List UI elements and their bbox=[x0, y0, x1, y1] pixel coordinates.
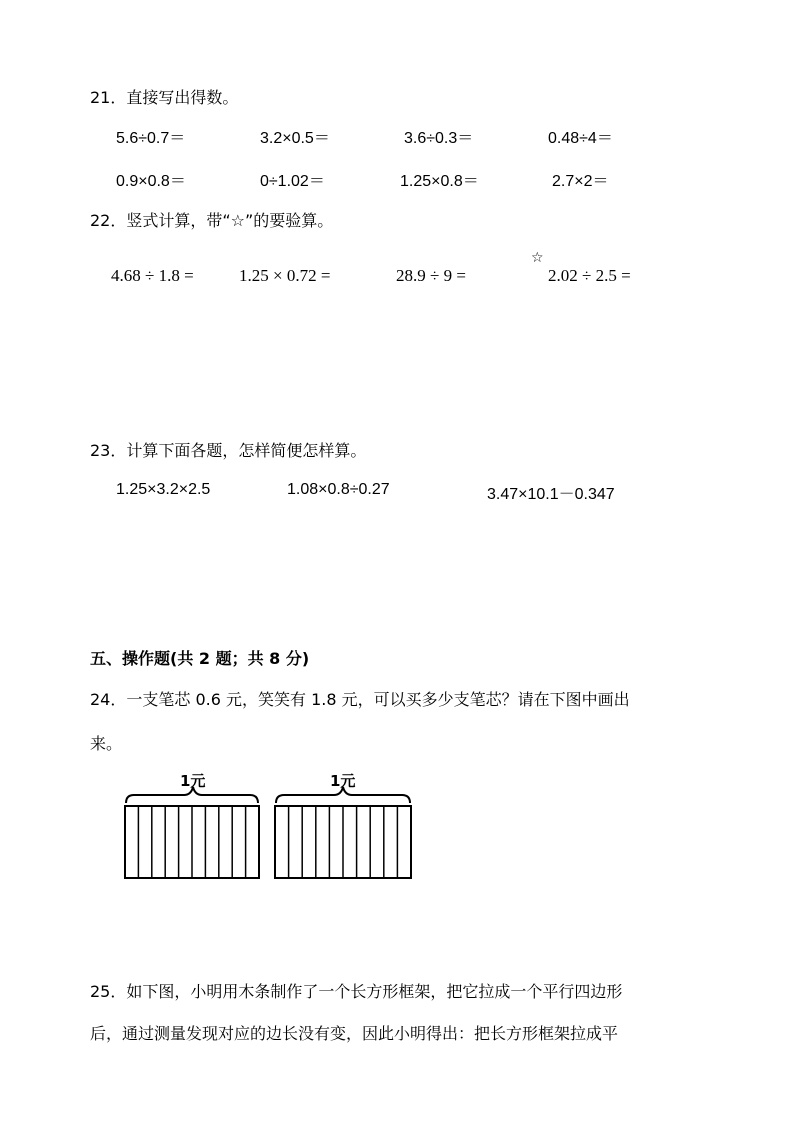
q21-expr-8: 2.7×2＝ bbox=[552, 173, 609, 190]
left-yuan-bar bbox=[125, 806, 259, 878]
question-25-line-1: 25．如下图，小明用木条制作了一个长方形框架，把它拉成一个平行四边形 bbox=[90, 982, 623, 1001]
star-icon: ☆ bbox=[531, 250, 544, 266]
q21-expr-2: 3.2×0.5＝ bbox=[260, 130, 330, 147]
question-25-line-2: 后，通过测量发现对应的边长没有变，因此小明得出：把长方形框架拉成平 bbox=[90, 1024, 619, 1043]
q23-expr-2: 1.08×0.8÷0.27 bbox=[287, 481, 390, 498]
q22-expr-4: 2.02 ÷ 2.5 = bbox=[548, 266, 631, 285]
q21-expr-4: 0.48÷4＝ bbox=[548, 130, 613, 147]
right-brace bbox=[276, 787, 410, 803]
q21-expr-3: 3.6÷0.3＝ bbox=[404, 130, 474, 147]
question-22-title: 22．竖式计算，带“☆”的要验算。 bbox=[90, 211, 334, 230]
q22-expr-2: 1.25 × 0.72 = bbox=[239, 266, 331, 285]
right-yuan-bar bbox=[275, 806, 411, 878]
q22-expr-1: 4.68 ÷ 1.8 = bbox=[111, 266, 194, 285]
section-5-heading: 五、操作题(共 2 题；共 8 分) bbox=[90, 649, 310, 668]
left-brace bbox=[126, 787, 258, 803]
figure-left-label: 1元 bbox=[180, 772, 206, 790]
question-24-line-1: 24．一支笔芯 0.6 元，笑笑有 1.8 元，可以买多少支笔芯？请在下图中画出 bbox=[90, 690, 630, 709]
question-21-title: 21．直接写出得数。 bbox=[90, 88, 239, 107]
q21-expr-6: 0÷1.02＝ bbox=[260, 173, 325, 190]
question-24-line-2: 来。 bbox=[90, 734, 123, 753]
q23-expr-1: 1.25×3.2×2.5 bbox=[116, 481, 211, 498]
q22-expr-3: 28.9 ÷ 9 = bbox=[396, 266, 466, 285]
q21-expr-5: 0.9×0.8＝ bbox=[116, 173, 186, 190]
q23-expr-3: 3.47×10.1－0.347 bbox=[487, 486, 615, 503]
figure-right-label: 1元 bbox=[330, 772, 356, 790]
question-23-title: 23．计算下面各题，怎样简便怎样算。 bbox=[90, 441, 367, 460]
q21-expr-1: 5.6÷0.7＝ bbox=[116, 130, 186, 147]
q21-expr-7: 1.25×0.8＝ bbox=[400, 173, 479, 190]
